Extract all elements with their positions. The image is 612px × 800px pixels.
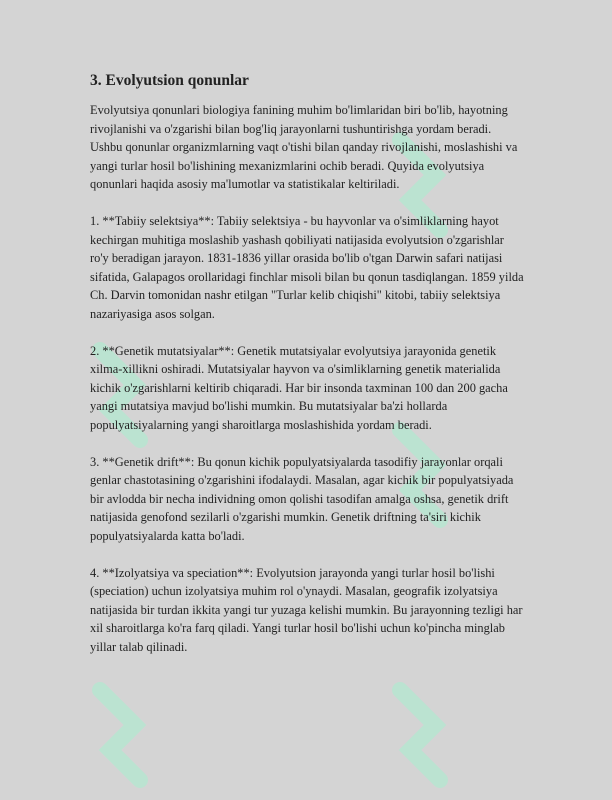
document-page (90, 72, 524, 675)
paragraph-natural-selection: 1. **Tabiiy selektsiya**: Tabiiy selektsiya - bu hayvonlar va o'simliklarning hayot kechirgan muhitiga moslashib yashash qobiliyati natijasida evolyutsion o'zgarishlar ro'y beradigan jarayon. 1831-1836 yillar orasida bo'lib o'tgan Darwin safari natijasi sifatida, Galapagos orollaridagi finchlar misoli bilan bu qonun tasdiqlangan. 1859 yilda Ch. Darvin tomonidan nashr etilgan "Turlar kelib chiqishi" kitobi, tabiiy selektsiya nazariyasiga asos solgan. (90, 214, 524, 321)
paragraph-genetic-drift: 3. **Genetik drift**: Bu qonun kichik populyatsiyalarda tasodifiy jarayonlar orqali genlar chastotasining o'zgarishini ifodalaydi. Masalan, agar kichik bir populyatsiyada bir avlodda bir necha individning omon qolishi tasodifan amalga oshsa, genetik drift natijasida genofond sezilarli o'zgarishi mumkin. Genetik driftning ta'siri kichik populyatsiyalarda katta bo'ladi. (90, 454, 514, 543)
watermark-logo (380, 680, 470, 800)
paragraph-genetic-mutations: 2. **Genetik mutatsiyalar**: Genetik mutatsiyalar evolyutsiya jarayonida genetik xilma-xillikni oshiradi. Mutatsiyalar hayvon va o'simliklarning genetik materialida kichik o'zgarishlarni keltirib chiqaradi. Har bir insonda taxminan 100 dan 200 gacha yangi mutatsiya mavjud bo'lishi mumkin. Bu mutatsiyalar ba'zi hollarda populyatsiyalarning yangi sharoitlarga moslashishida yordam beradi. (90, 343, 508, 432)
intro-paragraph: Evolyutsiya qonunlari biologiya fanining muhim bo'limlaridan biri bo'lib, hayotning rivojlanishi va o'zgarishi bilan bog'liq jarayonlarni tushuntirishga yordam beradi. Ushbu qonunlar organizmlarning vaqt o'tishi bilan qanday rivojlanishi, moslashishi va yangi turlar hosil bo'lishining mexanizmlarini ochib beradi. Quyida evolyutsiya qonunlari haqida asosiy ma'lumotlar va statistikalar keltiriladi. (90, 103, 518, 191)
section-heading: 3. Evolyutsion qonunlar (90, 72, 249, 89)
watermark-logo (80, 680, 170, 800)
paragraph-isolation-speciation: 4. **Izolyatsiya va speciation**: Evolyutsion jarayonda yangi turlar hosil bo'lishi (speciation) uchun izolyatsiya muhim rol o'ynaydi. Masalan, geografik izolyatsiya natijasida bir turdan ikkita yangi tur yuzaga kelishi mumkin. Bu jarayonning tezligi har xil sharoitlarga ko'ra farq qiladi. Yangi turlar hosil bo'lishi uchun ko'pincha minglab yillar talab qilinadi. (90, 565, 523, 654)
